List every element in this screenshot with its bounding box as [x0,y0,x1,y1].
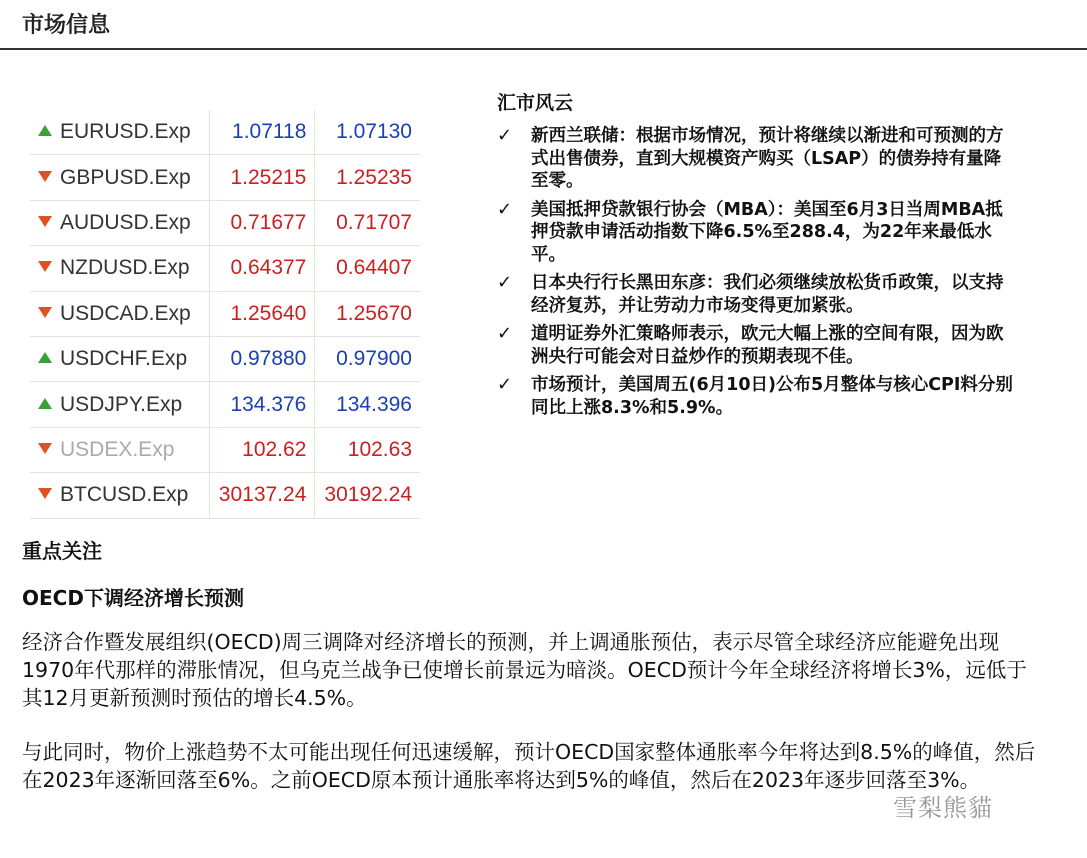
news-item-text: 道明证券外汇策略师表示，欧元大幅上涨的空间有限，因为欧洲央行可能会对日益炒作的预期表现不佳。 [531,324,1004,367]
arrow-down-icon [38,307,52,318]
fx-symbol: USDJPY.Exp [60,392,183,416]
article-paragraph-2: 与此同时，物价上涨趋势不太可能出现任何迅速缓解，预计OECD国家整体通胀率今年将达到8.5%的峰值，然后在2023年逐渐回落至6%。之前OECD原本预计通胀率将达到5%的峰值，然后在2023年逐步回落至3%。 [22,740,1036,792]
fx-ask: 1.25235 [315,155,420,200]
fx-symbol-cell [30,427,209,472]
arrow-down-icon [38,443,52,454]
news-item-text: 美国抵押贷款银行协会（MBA）：美国至6月3日当周MBA抵押贷款申请活动指数下降6.5%至288.4，为22年来最低水平。 [531,199,1003,265]
focus-title: 重点关注 [22,539,102,563]
fx-symbol-cell [30,200,209,245]
fx-row [30,291,420,336]
article-title: OECD下调经济增长预测 [22,586,244,610]
fx-bid: 0.64377 [209,246,315,291]
fx-symbol-cell [30,110,209,155]
arrow-up-icon [38,398,52,409]
fx-symbol-cell [30,473,209,518]
news-item [497,125,1017,193]
watermark: 雪梨熊貓 [893,794,993,822]
fx-ask: 134.396 [315,382,420,427]
fx-symbol: USDEX.Exp [60,437,175,461]
news-section [497,88,1017,425]
fx-ask: 1.25670 [315,291,420,336]
fx-row [30,382,420,427]
checkmark-icon: ✓ [497,198,513,220]
article-paragraph-1: 经济合作暨发展组织(OECD)周三调降对经济增长的预测，并上调通胀预估，表示尽管全球经济应能避免出现1970年代那样的滞胀情况，但乌克兰战争已使增长前景远为暗淡。OECD预计今年全球经济将增长3%，远低于其12月更新预测时预估的增长4.5%。 [22,630,1027,710]
arrow-up-icon [38,125,52,136]
fx-row [30,200,420,245]
fx-row [30,427,420,472]
fx-symbol: GBPUSD.Exp [60,165,191,189]
arrow-down-icon [38,261,52,272]
fx-ask: 0.71707 [315,200,420,245]
news-item [497,374,1017,419]
arrow-down-icon [38,488,52,499]
fx-quote-table [30,110,420,519]
fx-symbol: AUDUSD.Exp [60,210,191,234]
arrow-down-icon [38,216,52,227]
fx-bid: 102.62 [209,427,315,472]
checkmark-icon: ✓ [497,125,513,146]
fx-ask: 102.63 [315,427,420,472]
fx-row [30,473,420,518]
fx-ask: 30192.24 [315,473,420,518]
arrow-up-icon [38,352,52,363]
checkmark-icon: ✓ [497,374,513,395]
fx-symbol-cell [30,291,209,336]
news-item [497,199,1017,267]
fx-ask: 0.64407 [315,246,420,291]
fx-symbol: EURUSD.Exp [60,120,191,144]
fx-bid: 0.97880 [209,336,315,381]
fx-symbol: NZDUSD.Exp [60,256,190,280]
fx-bid: 0.71677 [209,200,315,245]
fx-symbol-cell [30,246,209,291]
fx-ask: 1.07130 [315,110,420,155]
news-item-text: 新西兰联储：根据市场情况，预计将继续以渐进和可预测的方式出售债券，直到大规模资产购买（LSAP）的债券持有量降至零。 [531,126,1004,191]
fx-bid: 1.07118 [209,110,315,155]
fx-symbol: BTCUSD.Exp [60,483,189,507]
fx-symbol: USDCHF.Exp [60,347,188,371]
fx-symbol-cell [30,155,209,200]
fx-row [30,155,420,200]
fx-symbol: USDCAD.Exp [60,301,191,325]
header-bar [0,0,1087,50]
news-list [497,125,1017,419]
news-title: 汇市风云 [497,92,574,114]
fx-row [30,336,420,381]
arrow-down-icon [38,171,52,182]
fx-bid: 1.25640 [209,291,315,336]
fx-row [30,246,420,291]
news-item-text: 日本央行行长黑田东彦：我们必须继续放松货币政策，以支持经济复苏，并让劳动力市场变得更加紧张。 [531,273,1004,316]
fx-ask: 0.97900 [315,336,420,381]
news-item [497,272,1017,317]
checkmark-icon: ✓ [497,323,513,344]
fx-symbol-cell [30,382,209,427]
fx-bid: 1.25215 [209,155,315,200]
news-item [497,323,1017,368]
fx-bid: 30137.24 [209,473,315,518]
news-item-text: 市场预计，美国周五(6月10日)公布5月整体与核心CPI料分别同比上涨8.3%和5.9%。 [531,375,1013,418]
fx-row [30,110,420,155]
page-title: 市场信息 [22,13,111,38]
fx-bid: 134.376 [209,382,315,427]
checkmark-icon: ✓ [497,272,513,293]
fx-symbol-cell [30,336,209,381]
